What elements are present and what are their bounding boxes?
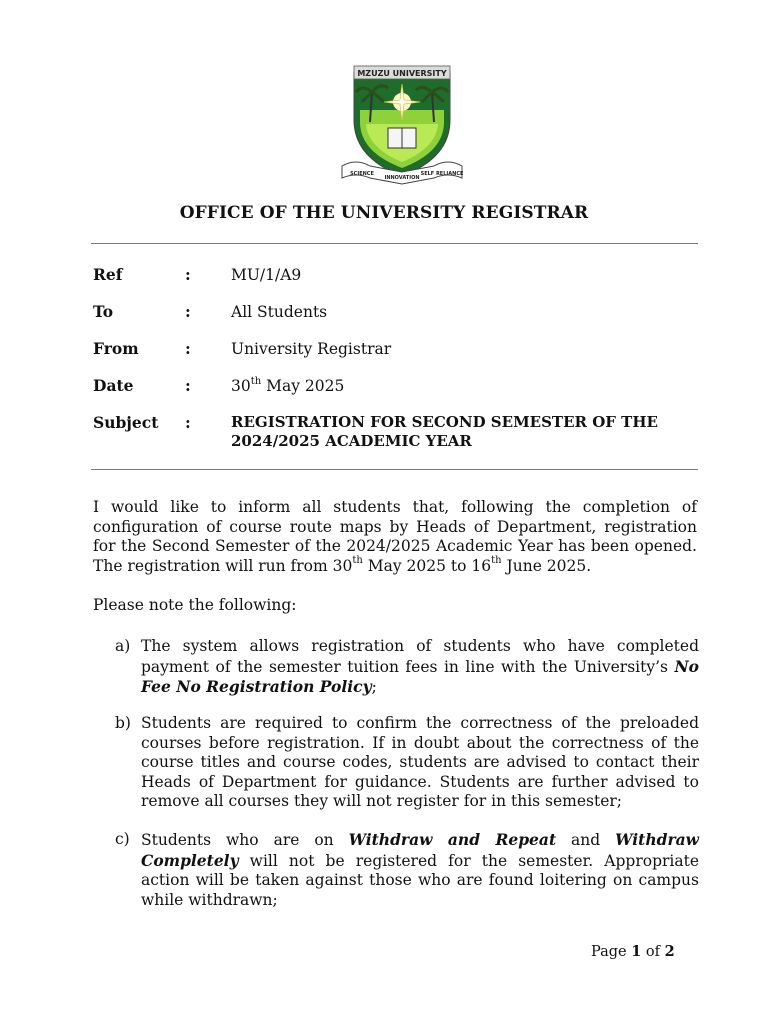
page-total: 2 bbox=[664, 943, 675, 960]
list-c-emphasis-2: Withdraw Completely bbox=[141, 830, 699, 870]
page-middle: of bbox=[641, 944, 665, 960]
intro-paragraph bbox=[93, 498, 697, 576]
list-c-emphasis-1: Withdraw and Repeat bbox=[348, 830, 557, 849]
intro-text-before: I would like to inform all students that, following the completion of configuration of course route maps by Heads of Department, registration for the Second Semester of the 2024/2025 Academic Year has been opened. The registration will run from 30 bbox=[93, 498, 697, 575]
date-value bbox=[231, 376, 691, 396]
subject-line-1: REGISTRATION FOR SECOND SEMESTER OF THE bbox=[231, 413, 658, 431]
subject-line-2: 2024/2025 ACADEMIC YEAR bbox=[231, 432, 472, 450]
crest-motto-science: SCIENCE bbox=[350, 171, 374, 177]
university-crest-logo bbox=[336, 62, 468, 188]
list-c-text-before: Students who are on bbox=[141, 831, 349, 849]
meta-divider bbox=[91, 469, 698, 470]
list-marker-b: b) bbox=[115, 714, 131, 732]
page-current: 1 bbox=[631, 943, 642, 960]
from-label: From bbox=[93, 339, 139, 358]
list-text-c bbox=[141, 830, 699, 910]
office-title: OFFICE OF THE UNIVERSITY REGISTRAR bbox=[179, 203, 589, 223]
ref-label: Ref bbox=[93, 265, 123, 284]
to-colon: : bbox=[185, 302, 191, 321]
list-a-text-before: The system allows registration of students who have completed payment of the semester tuition fees in line with the University’s bbox=[141, 637, 699, 676]
page-prefix: Page bbox=[591, 944, 632, 960]
crest-motto-self-reliance: SELF RELIANCE bbox=[420, 171, 464, 177]
subject-value bbox=[231, 413, 691, 451]
ref-colon: : bbox=[185, 265, 191, 284]
list-a-emphasis: No Fee No Registration Policy bbox=[141, 656, 699, 696]
crest-motto-innovation: INNOVATION bbox=[384, 175, 420, 181]
to-value: All Students bbox=[231, 303, 328, 321]
intro-text-middle: May 2025 to 16 bbox=[362, 556, 492, 575]
page-number bbox=[591, 943, 675, 960]
intro-text-after: June 2025. bbox=[501, 556, 592, 575]
to-label: To bbox=[93, 302, 114, 321]
list-c-text-middle: and bbox=[556, 831, 616, 849]
date-label: Date bbox=[93, 376, 134, 395]
subject-label: Subject bbox=[93, 413, 159, 432]
subject-colon: : bbox=[185, 413, 191, 432]
list-marker-c: c) bbox=[115, 830, 130, 848]
list-text-a bbox=[141, 637, 699, 698]
list-text-b: Students are required to confirm the correctness of the preloaded courses before registration. If in doubt about the correctness of the course titles and course codes, students are advised to contact their Heads of Department for guidance. Students are further advised to remove all courses they will not register for in this semester; bbox=[141, 714, 699, 810]
date-day-suffix: th bbox=[250, 375, 262, 387]
list-a-text-after: ; bbox=[371, 678, 377, 696]
intro-sup-2: th bbox=[491, 555, 502, 567]
from-value: University Registrar bbox=[231, 340, 392, 358]
intro-sup-1: th bbox=[352, 555, 363, 567]
from-colon: : bbox=[185, 339, 191, 358]
date-rest: May 2025 bbox=[261, 377, 345, 395]
list-marker-a: a) bbox=[115, 637, 131, 655]
note-intro: Please note the following: bbox=[93, 596, 297, 614]
crest-banner-text: MZUZU UNIVERSITY bbox=[357, 69, 447, 78]
header-divider bbox=[91, 243, 698, 244]
date-day: 30 bbox=[231, 377, 251, 395]
ref-value: MU/1/A9 bbox=[231, 266, 302, 284]
date-colon: : bbox=[185, 376, 191, 395]
list-c-text-after: will not be registered for the semester. Appropriate action will be taken against those who are found loitering on campus while withdrawn; bbox=[141, 851, 699, 909]
